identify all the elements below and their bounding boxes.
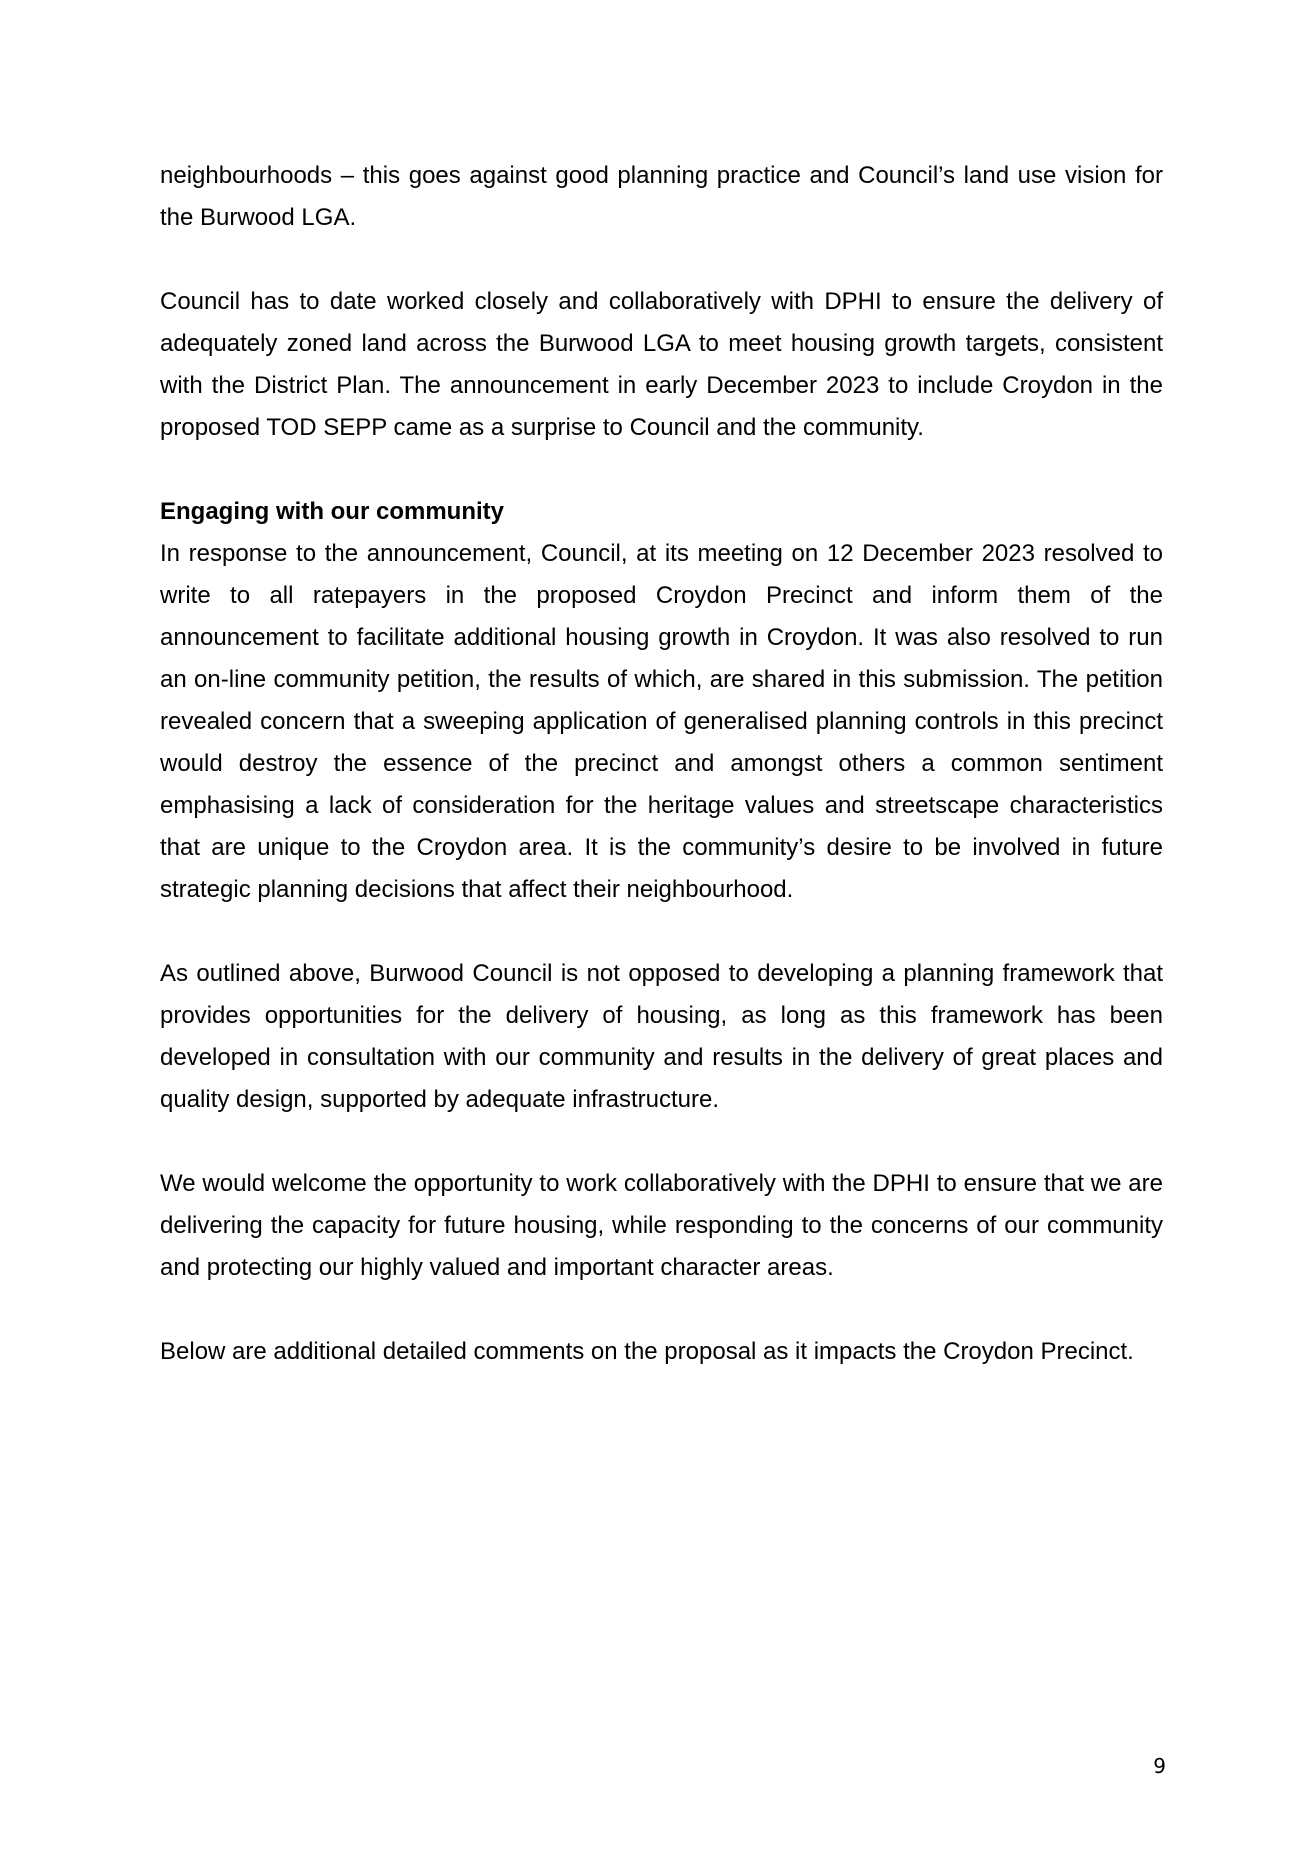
document-body	[160, 155, 1163, 1415]
paragraph-community-response: In response to the announcement, Council, at its meeting on 12 December 2023 resolved to write to all ratepayers in the proposed Croydon Precinct and inform them of the announcement to facilitate additional housing growth in Croydon. It was also resolved to run an on-line community petition, the results of which, are shared in this submission. The petition revealed concern that a sweeping application of generalised planning controls in this precinct would destroy the essence of the precinct and amongst others a common sentiment emphasising a lack of consideration for the heritage values and streetscape characteristics that are unique to the Croydon area. It is the community’s desire to be involved in future strategic planning decisions that affect their neighbourhood.	[160, 540, 1163, 903]
paragraph-collaboration: Council has to date worked closely and collaboratively with DPHI to ensure the delivery of adequately zoned land across the Burwood LGA to meet housing growth targets, consistent with the District Plan. The announcement in early December 2023 to include Croydon in the proposed TOD SEPP came as a surprise to Council and the community.	[160, 288, 1163, 441]
paragraph-planning-framework: As outlined above, Burwood Council is not opposed to developing a planning framework that provides opportunities for the delivery of housing, as long as this framework has been developed in consultation with our community and results in the delivery of great places and quality design, supported by adequate infrastructure.	[160, 960, 1163, 1113]
paragraph-additional-comments: Below are additional detailed comments on the proposal as it impacts the Croydon Precinct.	[160, 1338, 1134, 1365]
page-number: 9	[1153, 1754, 1166, 1778]
section-heading: Engaging with our community	[160, 498, 504, 525]
paragraph-neighbourhoods: neighbourhoods – this goes against good planning practice and Council’s land use vision for the Burwood LGA.	[160, 162, 1163, 231]
paragraph-welcome-opportunity: We would welcome the opportunity to work collaboratively with the DPHI to ensure that we are delivering the capacity for future housing, while responding to the concerns of our community and protecting our highly valued and important character areas.	[160, 1170, 1163, 1281]
